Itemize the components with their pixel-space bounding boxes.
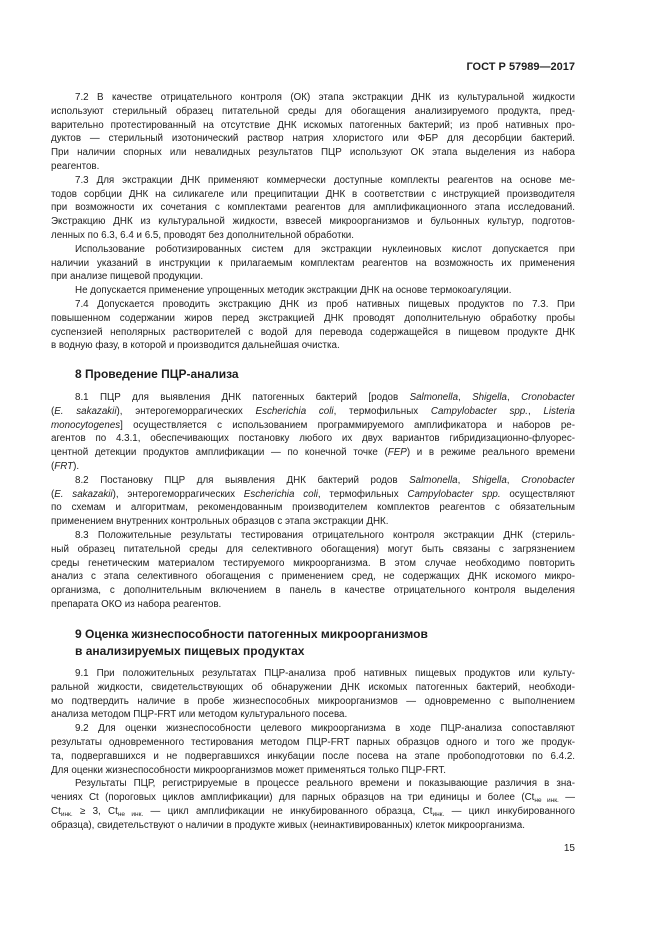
italic-term: Campylobacter spp. (430, 405, 528, 417)
paragraph (51, 243, 575, 284)
text-run: , термофильных (333, 405, 431, 417)
text-line (51, 488, 575, 502)
text-line: ный образец питательной среды для селективного обогащения) могут быть связаны с загрязнением (51, 543, 575, 555)
text-line: в водную фазу, в которой и производится дальнейшая очистка. (51, 340, 340, 352)
paragraph (51, 174, 575, 243)
paragraph (51, 667, 575, 722)
text-line: тодов сорбции ДНК на силикагеле или преципитации ДНК в соответствии с инструкцией производителя (51, 188, 575, 200)
section-7-body (51, 91, 575, 353)
paragraph (51, 91, 575, 174)
text-run: , (527, 405, 544, 417)
text-line: При наличии спорных или невалидных результатов ПЦР используют ОК этапа выделения из набора (51, 147, 575, 159)
italic-term: Campylobacter spp. (407, 488, 501, 500)
italic-term: Salmonella (409, 392, 459, 403)
paragraph (51, 474, 575, 529)
section-9-heading-line-2: в анализируемых пищевых продуктах (75, 644, 305, 658)
paragraph (51, 777, 575, 832)
text-run: , термофильных (317, 488, 408, 500)
text-run: ) и в режиме реального времени (406, 447, 575, 459)
text-line: ральной жидкости, свидетельствующих об обнаружении ДНК искомых патогенных бактерий, необходи- (51, 681, 575, 693)
text-line: Для оценки жизнеспособности микроорганизмов может применяться только ПЦР-FRT. (51, 764, 446, 776)
section-8-heading: 8 Проведение ПЦР-анализа (75, 367, 239, 381)
text-run: ). (73, 460, 80, 472)
paragraph (51, 298, 575, 353)
text-line: используют стерильный образец питательной среды для обогащения анализируемого продукта, пред- (51, 105, 575, 117)
text-line: при анализе пищевой продукции. (51, 271, 204, 283)
text-run: , (457, 474, 472, 486)
text-line: реагентов. (51, 160, 100, 172)
text-line: 9.1 При положительных результатах ПЦР-анализа проб нативных пищевых продуктов или культу- (75, 668, 575, 679)
text-run: Ct (51, 805, 61, 817)
text-line: образца), свидетельствуют о наличии в продукте живых (неинактивированных) клеток микроорганизма. (51, 819, 525, 831)
text-line: по схемам и алгоритмам, рекомендованным производителем комплектов реагентов с обязательным (51, 502, 575, 514)
italic-term: Shigella (471, 474, 507, 486)
section-8-body (51, 391, 575, 612)
text-run: чениях Ct (пороговых циклов амплификации) для парных образцов на три единицы и более (Ct (51, 792, 535, 804)
text-line: варительно протестированный на отсутствие ДНК искомых патогенных бактерий; из проб нативных про- (51, 119, 575, 131)
text-run: ( (51, 405, 55, 417)
text-line: 8.3 Положительные результаты тестирования отрицательного контроля экстракции ДНК (стериль- (75, 529, 575, 541)
text-line (51, 405, 575, 419)
italic-term: Salmonella (409, 474, 458, 486)
text-run: ≥ 3, Ct (72, 805, 118, 817)
text-run: , (506, 474, 522, 486)
text-line (51, 791, 575, 805)
italic-term: FEP (387, 447, 407, 459)
text-line: применением внутренних контрольных образцов с этапа экстракции ДНК. (51, 516, 389, 528)
text-run: — (558, 792, 575, 804)
text-run: ] осуществляется с использованием программируемого амплификатора и наборов ре- (120, 419, 575, 431)
text-line: суспензией неполярных растворителей с водой для перевода содержащейся в пищевом продукте ДНК (51, 326, 575, 338)
text-line (51, 474, 575, 488)
text-line: 9.2 Для оценки жизнеспособности целевого микроорганизма в ходе ПЦР-анализа сопоставляют (75, 723, 575, 735)
text-line: при возможности их сочетания с комплектами реагентов для амплификационного этапа исследований. (51, 202, 575, 214)
italic-term: E. sakazakii (54, 405, 117, 417)
text-run: — цикл амплификации не инкубированного образца, Ct (143, 805, 433, 817)
text-line: та, подвергавшихся и не подвергавшихся инкубации после посева на этапе пробоподготовки по 6.4.2. (51, 750, 575, 762)
page-number: 15 (563, 843, 575, 854)
text-line: 7.3 Для экстракции ДНК применяют коммерчески доступные комплекты реагентов на основе ме- (75, 174, 575, 186)
text-line: препарата ОКО из набора реагентов. (51, 598, 222, 610)
text-line: ленных по 6.3, 6.4 и 6.5, проводят без дополнительной обработки. (51, 229, 354, 241)
italic-term: Cronobacter (521, 392, 575, 403)
text-run: ( (51, 460, 55, 472)
text-run: , (506, 392, 522, 403)
italic-term: monocytogenes (51, 419, 121, 431)
italic-term: Listeria (543, 405, 575, 417)
text-line (51, 446, 575, 460)
section-9-body (51, 667, 575, 833)
text-run: ( (51, 488, 55, 500)
text-line: агентов по 4.3.1, обеспечивающих постановку любого их двух вариантов гибридизационно-флуорес- (51, 433, 575, 445)
text-run: , (458, 392, 473, 403)
text-line: результаты одновременного тестирования методом ПЦР-FRT парных образцов одного и того же продук- (51, 736, 575, 748)
italic-term: Escherichia coli (255, 405, 334, 417)
text-line: Результаты ПЦР, регистрируемые в процессе реального времени и показывающие различия в зна- (75, 778, 575, 790)
text-line: наличии указаний в инструкции к прилагаемым комплектам реагентов на возможность их применения (51, 257, 575, 269)
text-line: повышенном содержании жиров перед экстракцией ДНК проводят дополнительную обработку пробы (51, 312, 575, 324)
text-line: дуктов — стерильный изотонический раствор натрия хлористого или ФБР для десорбции бактерий. (51, 133, 575, 145)
italic-term: FRT (54, 460, 74, 472)
text-line: мо подтвердить наличие в пробе жизнеспособных микроорганизмов — одновременно с выполнением (51, 695, 575, 707)
text-run: осуществляют (500, 488, 575, 500)
text-run: 8.1 ПЦР для выявления ДНК патогенных бактерий [родов (75, 392, 410, 403)
paragraph (51, 284, 575, 298)
italic-term: Cronobacter (521, 474, 575, 486)
text-line: 7.2 В качестве отрицательного контроля (ОК) этапа экстракции ДНК из культуральной жидкости (75, 92, 575, 103)
text-line (51, 805, 575, 819)
text-run: 8.2 Постановку ПЦР для выявления ДНК бактерий родов (75, 474, 410, 486)
paragraph (51, 391, 575, 474)
text-line (51, 419, 575, 433)
section-9-heading (75, 626, 428, 660)
italic-term: E. sakazakii (54, 488, 113, 500)
text-run: ), энтерогеморрагических (112, 488, 244, 500)
text-run: — цикл инкубированного (444, 805, 575, 817)
paragraph (51, 529, 575, 612)
text-line: среды генетическим материалом тестируемого микроорганизма. В этом случае необходимо повторить (51, 557, 575, 569)
text-line: анализ с этапа селективного обогащения с применением сред, не содержащих ДНК искомого микро- (51, 571, 575, 583)
italic-term: Escherichia coli (243, 488, 318, 500)
text-line: Экстракцию ДНК из культуральной жидкости, взвесей микроорганизмов и бульонных культур, подготов- (51, 216, 575, 228)
italic-term: Shigella (472, 392, 507, 403)
text-line (51, 460, 575, 474)
text-line: Использование роботизированных систем для экстракции нуклеиновых кислот допускается при (75, 243, 575, 255)
subscript: не инк. (117, 810, 144, 818)
subscript: инк. (432, 810, 445, 818)
subscript: не инк. (534, 797, 559, 805)
document-standard-id: ГОСТ Р 57989—2017 (466, 61, 575, 73)
text-line: 7.4 Допускается проводить экстракцию ДНК из проб нативных пищевых продуктов по 7.3. При (75, 298, 575, 310)
text-line: анализа методом ПЦР-FRT или методом культурального посева. (51, 709, 348, 721)
text-run: центной детекции продуктов амплификации — по конечной точке ( (51, 447, 388, 459)
text-line (51, 391, 575, 405)
text-run: ), энтерогеморрагических (116, 405, 256, 417)
section-9-heading-line-1: 9 Оценка жизнеспособности патогенных микроорганизмов (75, 627, 428, 641)
subscript: инк. (60, 810, 73, 818)
paragraph (51, 722, 575, 777)
text-line: организма, с дополнительным включением в панель в качестве отрицательного контроля выделения (51, 585, 575, 597)
text-line: Не допускается применение упрощенных методик экстракции ДНК на основе термокоагуляции. (75, 285, 512, 297)
